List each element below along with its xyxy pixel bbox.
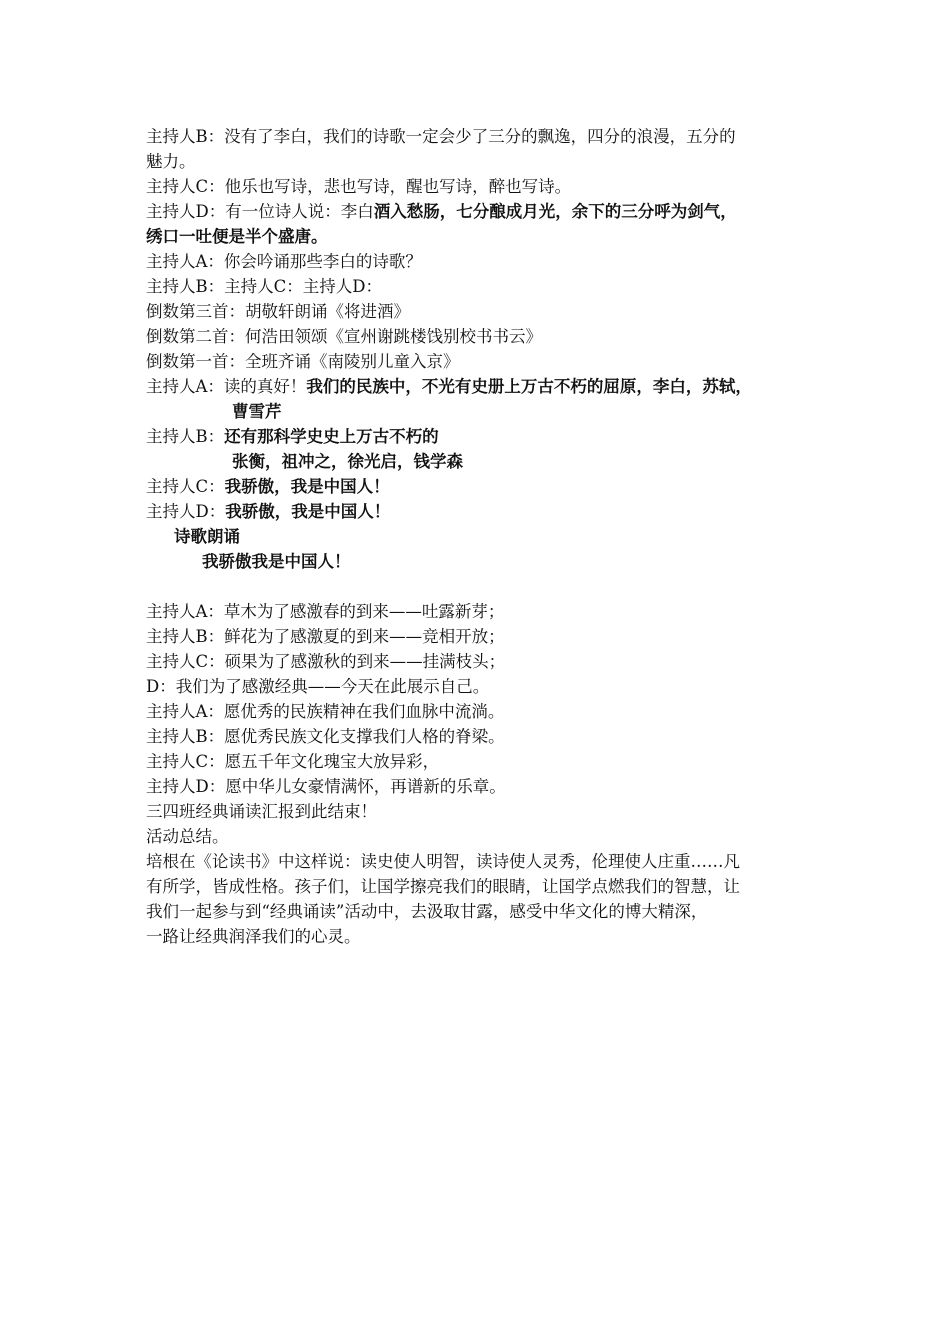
bold-text: 我们的民族中，不光有史册上万古不朽的屈原，李白，苏轼， (306, 377, 752, 396)
poem-title: 我骄傲我是中国人！ (202, 552, 351, 571)
text-line (146, 199, 826, 224)
text-line: 主持人A：愿优秀的民族精神在我们血脉中流淌。 (146, 702, 505, 721)
text-line (146, 474, 826, 499)
speaker-prefix: 主持人D：有一位诗人说：李白 (146, 202, 374, 221)
summary-line: 我们一起参与到“经典诵读”活动中，去汲取甘露，感受中华文化的博大精深， (146, 902, 708, 921)
bold-text-continued: 张衡，祖冲之，徐光启，钱学森 (232, 452, 463, 471)
section-heading: 诗歌朗诵 (174, 527, 240, 546)
text-line: 主持人B：愿优秀民族文化支撑我们人格的脊梁。 (146, 727, 505, 746)
text-line (146, 424, 826, 449)
text-line: 倒数第一首：全班齐诵《南陵别儿童入京》 (146, 352, 460, 371)
text-line: D：我们为了感激经典——今天在此展示自己。 (146, 677, 490, 696)
bold-text: 我骄傲，我是中国人！ (225, 502, 391, 521)
bold-quote-continued: 绣口一吐便是半个盛唐。 (146, 227, 328, 246)
summary-line: 有所学，皆成性格。孩子们，让国学擦亮我们的眼睛，让国学点燃我们的智慧，让 (146, 877, 740, 896)
summary-line: 一路让经典润泽我们的心灵。 (146, 927, 361, 946)
text-line: 魅力。 (146, 152, 196, 171)
bold-text: 还有那科学史史上万古不朽的 (224, 427, 439, 446)
text-line: 倒数第二首：何浩田领颂《宣州谢跳楼饯别校书书云》 (146, 327, 542, 346)
text-line (146, 499, 826, 524)
text-line: 主持人A：你会吟诵那些李白的诗歌？ (146, 252, 422, 271)
summary-line: 培根在《论读书》中这样说：读史使人明智，读诗使人灵秀，伦理使人庄重……凡 (146, 852, 740, 871)
bold-quote: 酒入愁肠，七分酿成月光，余下的三分呼为剑气， (373, 202, 737, 221)
text-line: 主持人B：没有了李白，我们的诗歌一定会少了三分的飘逸，四分的浪漫，五分的 (146, 127, 736, 146)
speaker-prefix: 主持人D： (146, 502, 226, 521)
text-line: 主持人A：草木为了感激春的到来——吐露新芽； (146, 602, 505, 621)
speaker-prefix: 主持人C： (146, 477, 225, 496)
speaker-prefix: 主持人A：读的真好！ (146, 377, 307, 396)
text-line: 主持人B：鲜花为了感激夏的到来——竞相开放； (146, 627, 505, 646)
spacer (146, 574, 826, 599)
text-line: 活动总结。 (146, 827, 229, 846)
text-line: 主持人B：主持人C：主持人D： (146, 277, 382, 296)
bold-text: 我骄傲，我是中国人！ (224, 477, 390, 496)
bold-text-continued: 曹雪芹 (232, 402, 282, 421)
text-line: 主持人C：硕果为了感激秋的到来——挂满枝头； (146, 652, 506, 671)
speaker-prefix: 主持人B： (146, 427, 225, 446)
text-line: 主持人C：他乐也写诗，悲也写诗，醒也写诗，醉也写诗。 (146, 177, 572, 196)
text-line: 主持人D：愿中华儿女豪情满怀，再谱新的乐章。 (146, 777, 506, 796)
text-line: 倒数第三首：胡敬轩朗诵《将进酒》 (146, 302, 410, 321)
document-body (146, 124, 826, 949)
text-line: 主持人C：愿五千年文化瑰宝大放异彩， (146, 752, 440, 771)
text-line: 三四班经典诵读汇报到此结束！ (146, 802, 377, 821)
text-line (146, 374, 826, 399)
